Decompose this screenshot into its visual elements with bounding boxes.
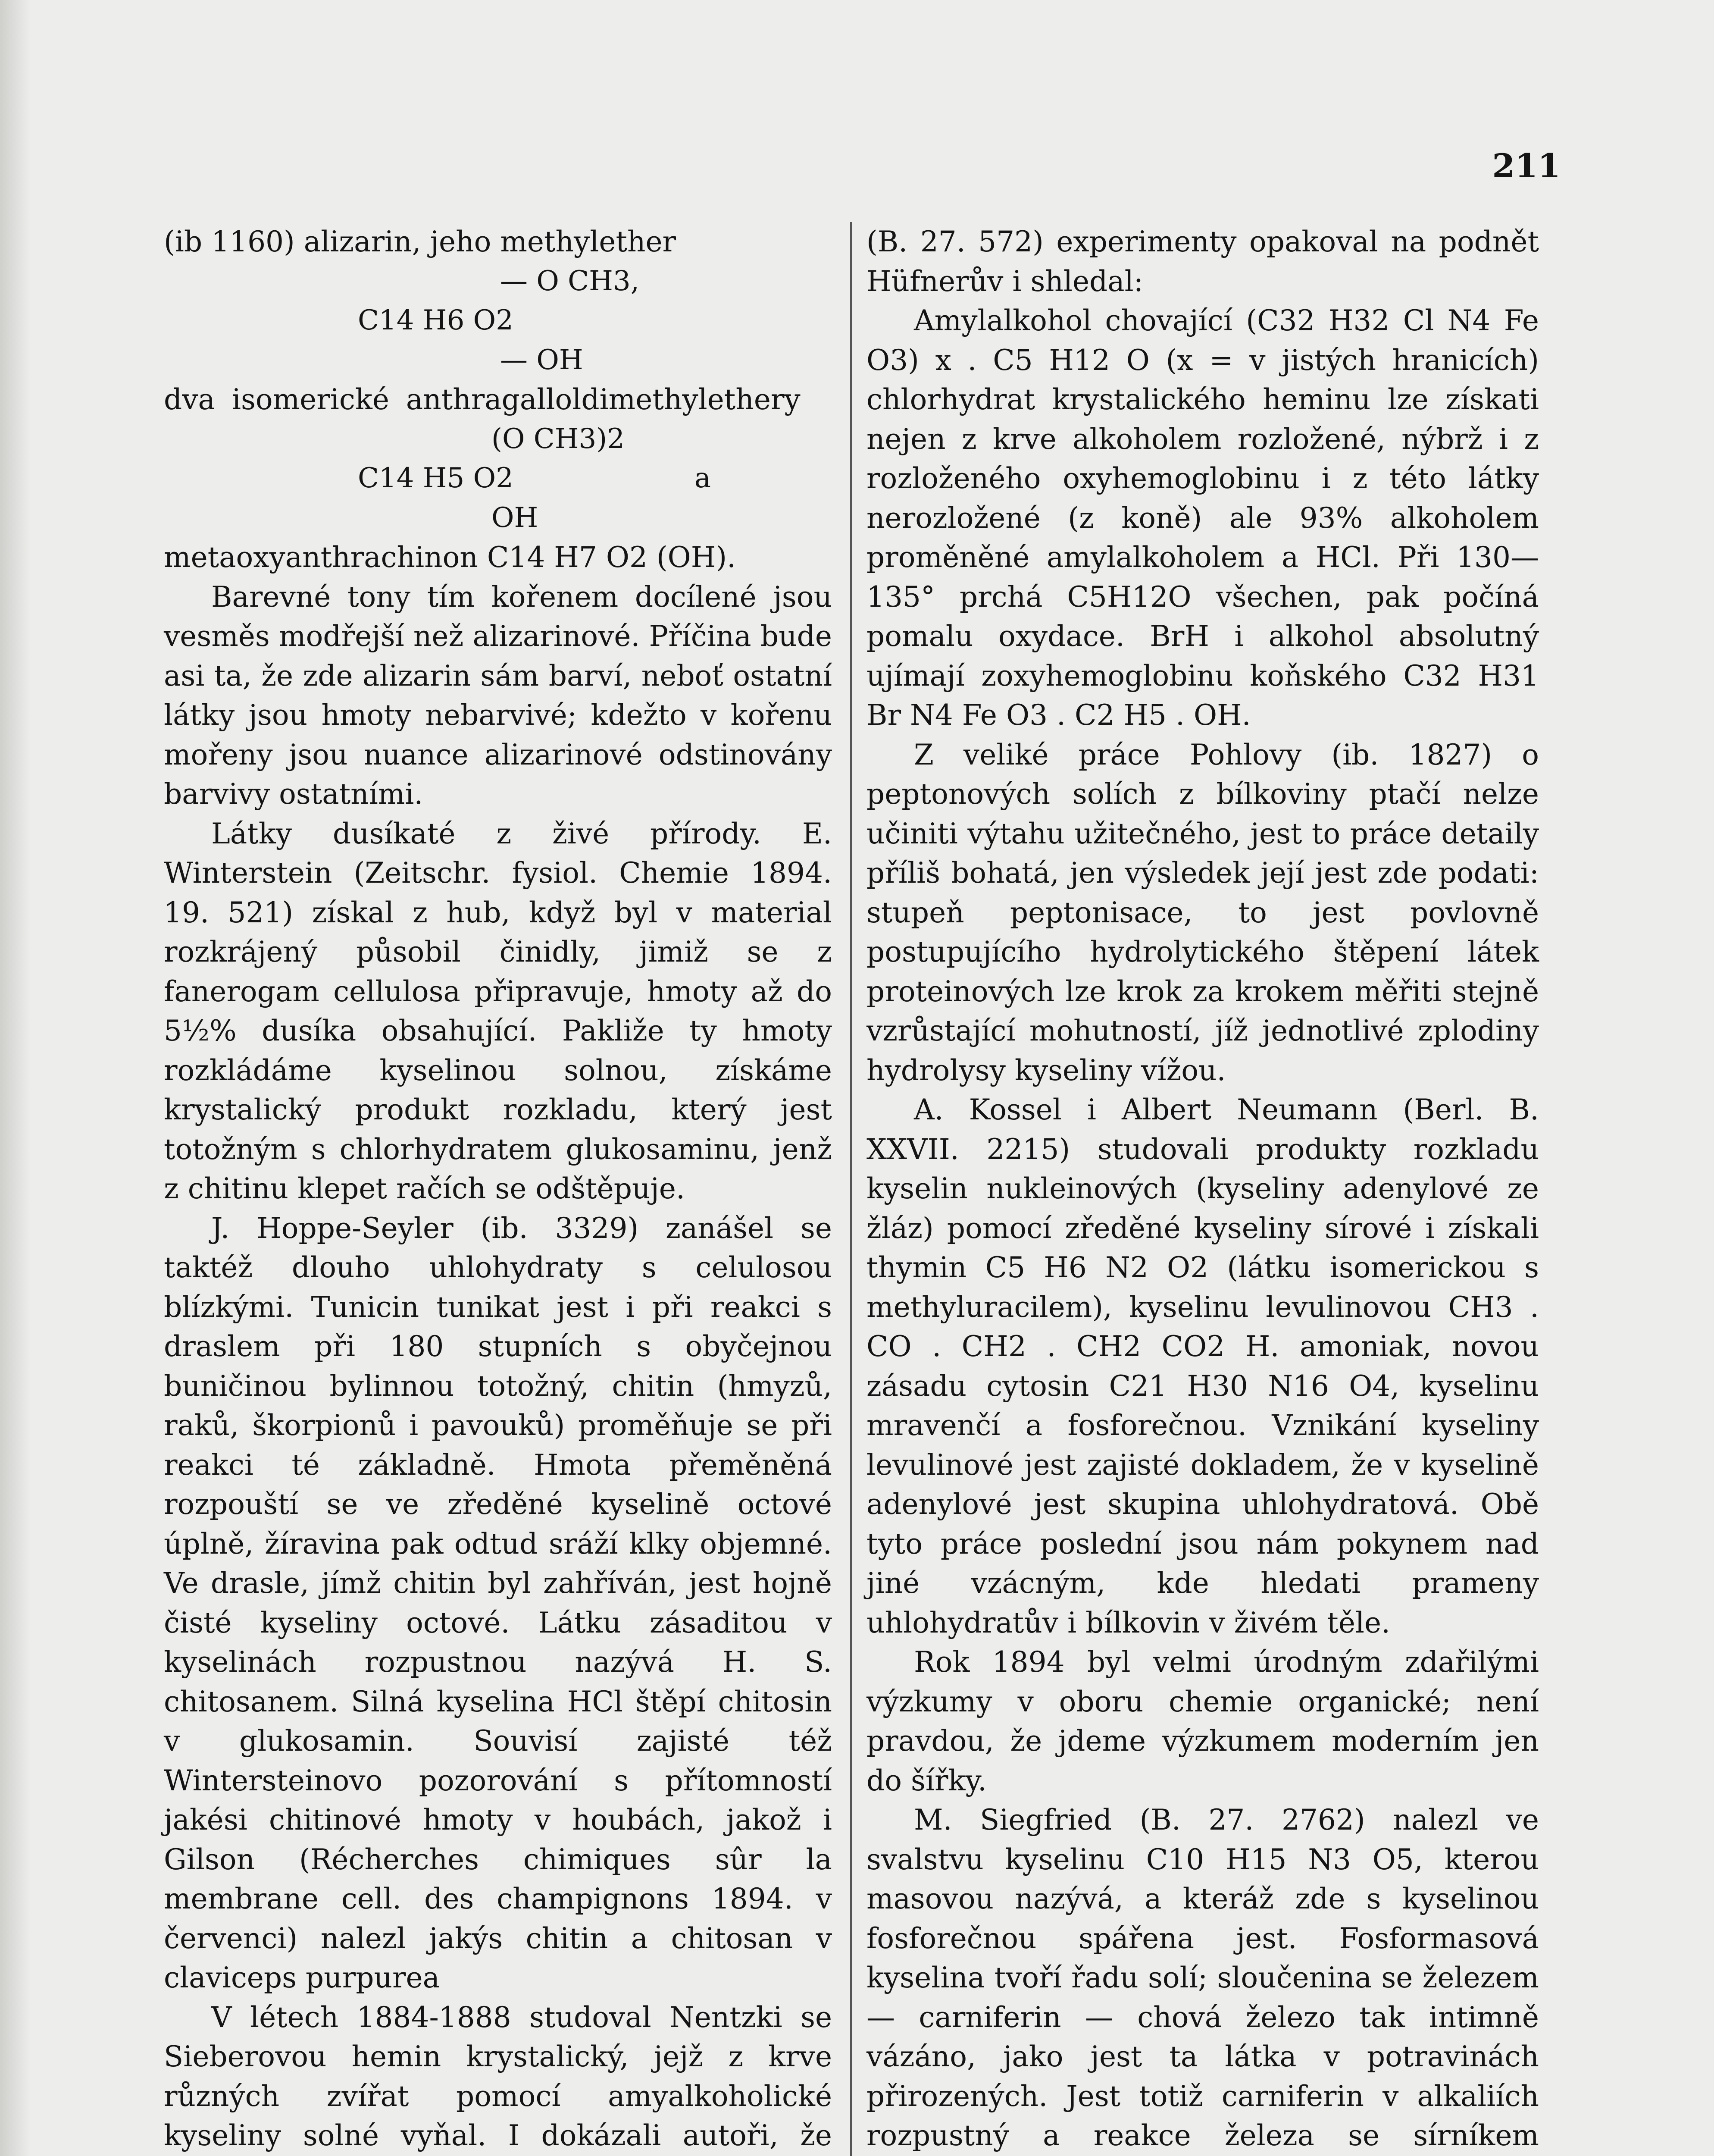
page-number: 211	[1492, 147, 1561, 185]
paragraph: V létech 1884-1888 studoval Nentzki se Sieberovou hemin krystalický, jejž z krve různých zvířat pomocí amyalkoholické kyseliny solné vyňal. I dokázali autoři, že	[164, 2000, 832, 2152]
formula-dimethylethery	[164, 420, 832, 538]
page-edge-shadow	[0, 0, 30, 2156]
paragraph: (B. 27. 572) experimenty opakoval na podnět Hüfnerův i shledal:	[866, 225, 1539, 298]
formula-line: C14 H5 O2	[358, 462, 513, 494]
column-divider	[850, 222, 852, 2156]
paragraph: M. Siegfried (B. 27. 2762) nalezl ve svalstvu kyselinu C10 H15 N3 O5, kterou masovou nazývá, a kteráž zde s kyselinou fosforečnou spářena jest. Fosformasová kyselina tvoří řadu solí; sloučenina se železem — carniferin — chová železo tak intimně vázáno, jako jest ta látka v potravinách přirozených. Jest totiž carniferin v alkaliích rozpustný a reakce železa se sírníkem	[866, 1803, 1539, 2152]
intro-line: (ib 1160) alizarin, jeho methylether	[164, 225, 676, 258]
metaoxy-line: metaoxyanthrachinon C14 H7 O2 (OH).	[164, 541, 736, 574]
formula-line: (O CH3)2	[491, 423, 625, 455]
paragraph: Z veliké práce Pohlovy (ib. 1827) o peptonových solích z bílkoviny ptačí nelze učiniti výtahu užitečného, jest to práce detaily příliš bohatá, jen výsledek její jest zde podati: stupeň peptonisace, to jest povlovně postupujícího hydrolytického štěpení látek proteinových lze krok za krokem měřiti stejně vzrůstající mohutností, jíž jednotlivé zplodiny hydrolysy kyseliny vížou.	[866, 738, 1539, 1087]
right-column	[866, 222, 1539, 2156]
paragraph: Amylalkohol chovající (C32 H32 Cl N4 Fe O3) x . C5 H12 O (x = v jistých hranicích) chlorhydrat krystalického heminu lze získati nejen z krve alkoholem rozložené, nýbrž i z rozloženého oxyhemoglobinu i z této látky nerozložené (z koně) ale 93% alkoholem proměněné amylalkoholem a HCl. Při 130—135° prchá C5H12O všechen, pak počíná pomalu oxydace. BrH i alkohol absolutný ujímají zoxyhemoglobinu koňského C32 H31 Br N4 Fe O3 . C2 H5 . OH.	[866, 304, 1539, 732]
formula-connector: a	[694, 462, 711, 494]
formula-line: — O CH3,	[500, 265, 639, 297]
paragraph: Rok 1894 byl velmi úrodným zdařilými výzkumy v oboru chemie organické; není pravdou, že jdeme výzkumem moderním jen do šířky.	[866, 1645, 1539, 1797]
formula-methylether	[164, 262, 832, 380]
formula-line: C14 H6 O2	[358, 304, 513, 336]
isomer-line: dva isomerické anthragalloldimethylethery	[164, 383, 801, 416]
paragraph: A. Kossel i Albert Neumann (Berl. B. XXVII. 2215) studovali produkty rozkladu kyselin nukleinových (kyseliny adenylové ze žláz) pomocí zředěné kyseliny sírové i získali thymin C5 H6 N2 O2 (látku isomerickou s methyluracilem), kyselinu levulinovou CH3 . CO . CH2 . CH2 CO2 H. amoniak, novou zásadu cytosin C21 H30 N16 O4, kyselinu mravenčí a fosforečnou. Vznikání kyseliny levulinové jest zajisté dokladem, že v kyselině adenylové jest skupina uhlohydratová. Obě tyto práce poslední jsou nám pokynem nad jiné vzácným, kde hledati prameny uhlohydratův i bílkovin v živém těle.	[866, 1093, 1539, 1639]
paragraph: Barevné tony tím kořenem docílené jsou vesměs modřejší než alizarinové. Příčina bude asi ta, že zde alizarin sám barví, neboť ostatní látky jsou hmoty nebarvivé; kdežto v kořenu mořeny jsou nuance alizarinové odstinovány barvivy ostatními.	[164, 580, 832, 811]
formula-line: OH	[491, 501, 538, 534]
paragraph: Látky dusíkaté z živé přírody. E. Winterstein (Zeitschr. fysiol. Chemie 1894. 19. 521) získal z hub, když byl v material rozkrájený působil činidly, jimiž se z fanerogam cellulosa připravuje, hmoty až do 5½% dusíka obsahující. Pakliže ty hmoty rozkládáme kyselinou solnou, získáme krystalický produkt rozkladu, který jest totožným s chlorhydratem glukosaminu, jenž z chitinu klepet račích se odštěpuje.	[164, 817, 832, 1205]
left-column	[164, 222, 832, 2156]
paragraph: J. Hoppe-Seyler (ib. 3329) zanášel se taktéž dlouho uhlohydraty s celulosou blízkými. Tunicin tunikat jest i při reakci s draslem při 180 stupních s obyčejnou buničinou bylinnou totožný, chitin (hmyzů, raků, škorpionů i pavouků) proměňuje se při reakci té základně. Hmota přeměněná rozpouští se ve zředěné kyselině octové úplně, žíravina pak odtud sráží klky objemné. Ve drasle, jímž chitin byl zahříván, jest hojně čisté kyseliny octové. Látku zásaditou v kyselinách rozpustnou nazývá H. S. chitosanem. Silná kyselina HCl štěpí chitosin v glukosamin. Souvisí zajisté též Wintersteinovo pozorování s přítomností jakési chitinové hmoty v houbách, jakož i Gilson (Récherches chimiques sûr la membrane cell. des champignons 1894. v červenci) nalezl jakýs chitin a chitosan v claviceps purpurea	[164, 1211, 832, 1994]
formula-line: — OH	[500, 344, 583, 376]
